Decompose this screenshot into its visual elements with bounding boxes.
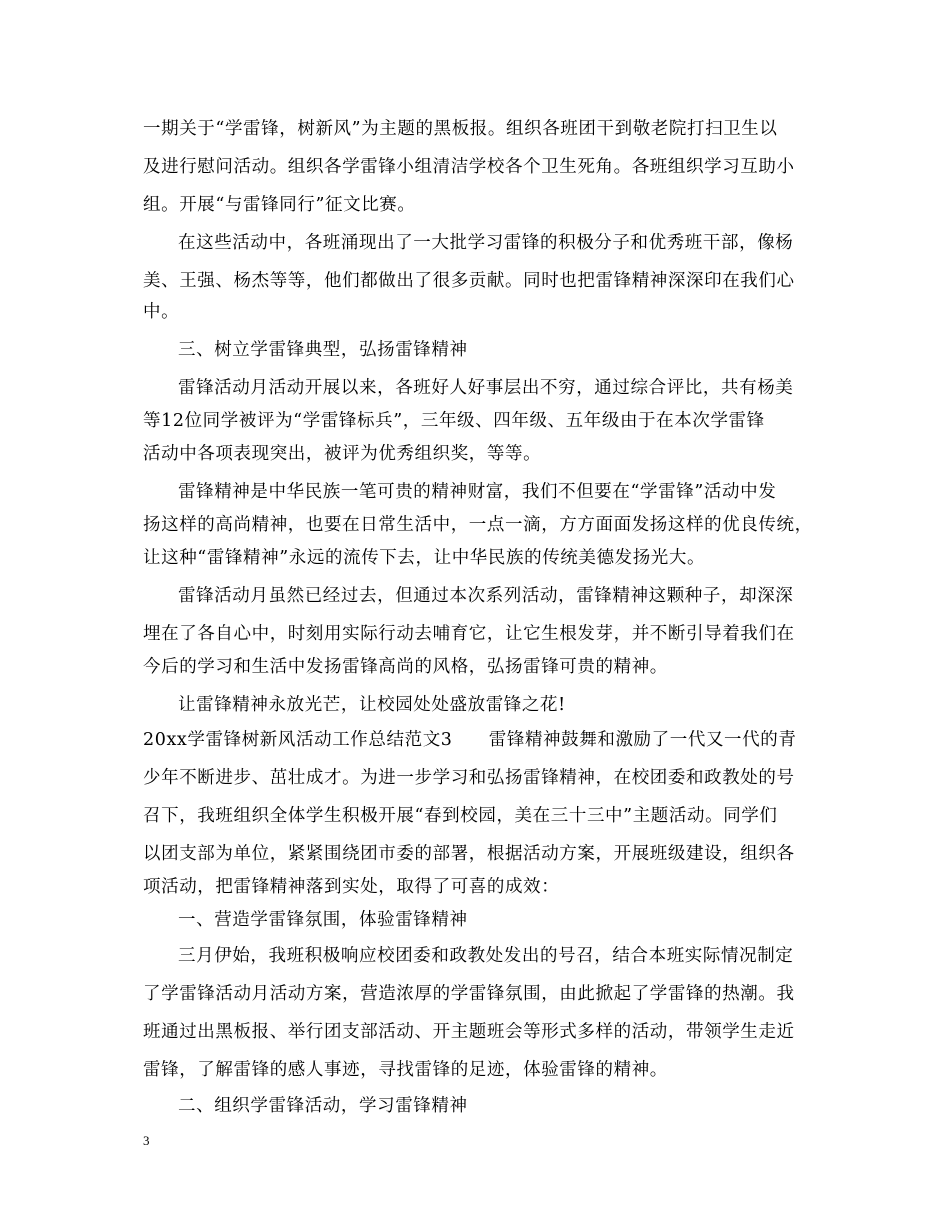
text-line: 雷锋精神是中华民族一笔可贵的精神财富，我们不但要在“学雷锋”活动中发 xyxy=(178,482,777,502)
subtitle-line: 20xx学雷锋树新风活动工作总结范文3 雷锋精神鼓舞和激励了一代又一代的青 xyxy=(143,730,797,750)
text-line: 美、王强、杨杰等等，他们都做出了很多贡献。同时也把雷锋精神深深印在我们心 xyxy=(143,271,795,291)
section-heading: 一、营造学雷锋氛围，体验雷锋精神 xyxy=(178,910,468,930)
text-line: 以团支部为单位，紧紧围绕团市委的部署，根据活动方案，开展班级建设，组织各 xyxy=(143,844,795,864)
text-line: 少年不断进步、茁壮成才。为进一步学习和弘扬雷锋精神，在校团委和政教处的号 xyxy=(143,768,795,788)
section-heading: 二、组织学雷锋活动，学习雷锋精神 xyxy=(178,1096,468,1116)
text-line: 让这种“雷锋精神”永远的流传下去，让中华民族的传统美德发扬光大。 xyxy=(143,548,706,568)
text-line: 召下，我班组织全体学生积极开展“春到校园，美在三十三中”主题活动。同学们 xyxy=(143,806,778,826)
text-line: 雷锋，了解雷锋的感人事迹，寻找雷锋的足迹，体验雷锋的精神。 xyxy=(143,1060,668,1080)
text-line: 扬这样的高尚精神，也要在日常生活中，一点一滴，方方面面发扬这样的优良传统， xyxy=(143,515,813,535)
text-line: 班通过出黑板报、举行团支部活动、开主题班会等形式多样的活动，带领学生走近 xyxy=(143,1022,795,1042)
text-line: 今后的学习和生活中发扬雷锋高尚的风格，弘扬雷锋可贵的精神。 xyxy=(143,657,668,677)
text-line: 了学雷锋活动月活动方案，营造浓厚的学雷锋氛围，由此掀起了学雷锋的热潮。我 xyxy=(143,984,795,1004)
text-line: 雷锋活动月虽然已经过去，但通过本次系列活动，雷锋精神这颗种子，却深深 xyxy=(178,586,794,606)
page-number: 3 xyxy=(143,1133,150,1148)
text-line: 让雷锋精神永放光芒，让校园处处盛放雷锋之花! xyxy=(178,695,566,715)
text-line: 雷锋活动月活动开展以来，各班好人好事层出不穷，通过综合评比，共有杨美 xyxy=(178,378,794,398)
text-line: 在这些活动中，各班涌现出了一大批学习雷锋的积极分子和优秀班干部，像杨 xyxy=(178,233,794,253)
text-line: 三月伊始，我班积极响应校团委和政教处发出的号召，结合本班实际情况制定 xyxy=(178,946,794,966)
text-line: 及进行慰问活动。组织各学雷锋小组清洁学校各个卫生死角。各班组织学习互助小 xyxy=(143,157,795,177)
text-line: 等12位同学被评为“学雷锋标兵”，三年级、四年级、五年级由于在本次学雷锋 xyxy=(143,411,765,431)
text-line: 活动中各项表现突出，被评为优秀组织奖，等等。 xyxy=(143,444,542,464)
text-line: 一期关于“学雷锋，树新风”为主题的黑板报。组织各班团干到敬老院打扫卫生以 xyxy=(143,119,778,139)
text-line: 组。开展“与雷锋同行”征文比赛。 xyxy=(143,195,416,215)
text-line: 埋在了各自心中，时刻用实际行动去哺育它，让它生根发芽，并不断引导着我们在 xyxy=(143,624,795,644)
text-line: 中。 xyxy=(143,302,180,322)
text-line: 项活动，把雷锋精神落到实处，取得了可喜的成效： xyxy=(143,877,560,897)
section-heading: 三、树立学雷锋典型，弘扬雷锋精神 xyxy=(178,340,468,360)
